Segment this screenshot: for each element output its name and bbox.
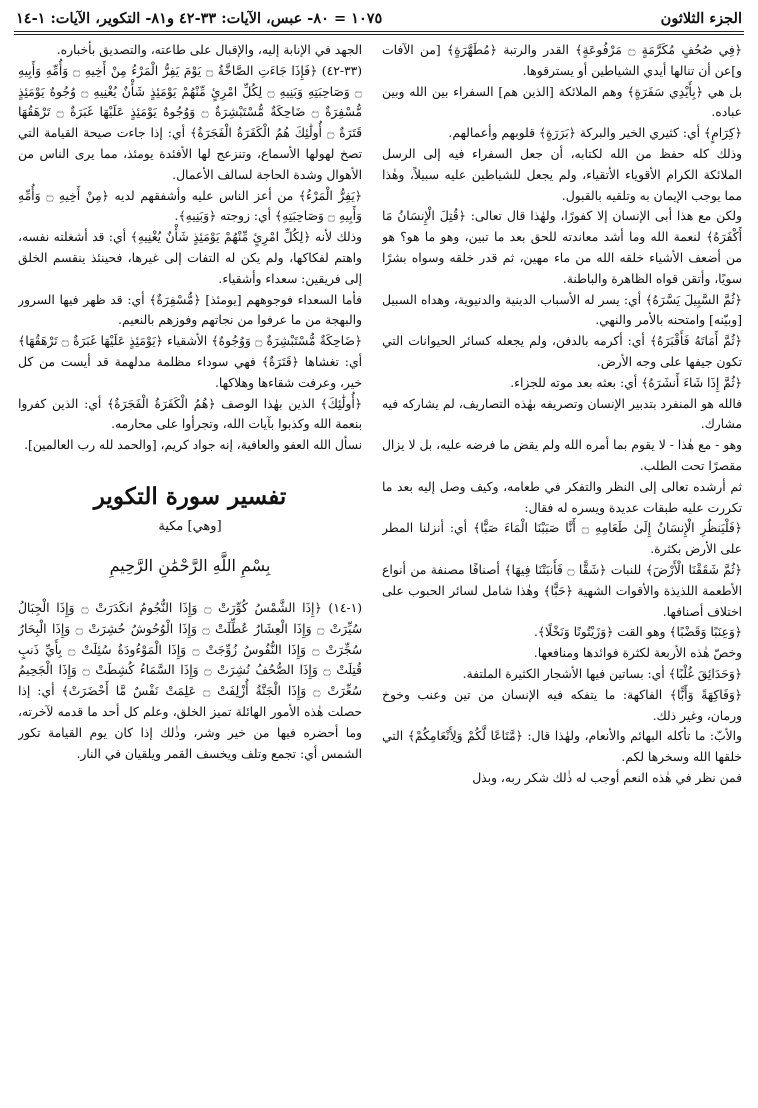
paragraph: ولكن مع هذا أبى الإنسان إلا كفورًا، ولهٰذا قال تعالى: ﴿قُتِلَ الْإِنسَانُ مَا أَكْفَرَهُ﴾ لنعمة الله وما أشد معاندته للحق بعد ما تبين، وهو ما هو؟ هو من أضعف الأشياء خلقه الله من ماء مهين، ثم قدر خلقه وسواه بشرًا سويًا، وأتقن قواه الظاهرة والباطنة. (382, 209, 742, 286)
surah-subtitle: [وهي] مكية (158, 518, 222, 534)
paragraph: ﴿ضَاحِكَةٌ مُّسْتَبْشِرَةٌ ۝ وَوُجُوهٌ﴾ الأشقياء ﴿يَوْمَئِذٍ عَلَيْهَا غَبَرَةٌ ۝ تَرْهَقُهَا﴾ أي: تغشاها ﴿قَتَرَةٌ﴾ فهي سوداء مظلمة مدلهمة قد أيست من كل خير، وعرفت شقاءها وهلاكها. (18, 334, 362, 390)
paragraph: بل هي ﴿بِأَيْدِي سَفَرَةٍ﴾ وهم الملائكة [الذين هم] السفراء بين الله وبين عباده. (382, 84, 742, 120)
header-rule-thin (14, 34, 744, 35)
page-number-and-verses: ١٠٧٥ = ٨٠- عبس، الآيات: ٣٣-٤٢ و٨١- التكوير، الآيات: ١-١٤ (16, 10, 383, 27)
paragraph: وهو - مع هٰذا - لا يقوم بما أمره الله ولم يقض ما فرضه عليه، بل لا يزال مقصرًا تحت الطلب. (382, 438, 742, 473)
header-rule (14, 31, 744, 32)
paragraph: الجهد في الإنابة إليه، والإقبال على طاعته، والتصديق بأخباره. (56, 43, 362, 57)
paragraph: (١-١٤) ﴿إِذَا الشَّمْسُ كُوِّرَتْ ۝ وَإِذَا النُّجُومُ انكَدَرَتْ ۝ وَإِذَا الْجِبَالُ سُيِّرَتْ ۝ وَإِذَا الْعِشَارُ عُطِّلَتْ ۝ وَإِذَا الْوُحُوشُ حُشِرَتْ ۝ وَإِذَا الْبِحَارُ سُجِّرَتْ ۝ وَإِذَا النُّفُوسُ زُوِّجَتْ ۝ وَإِذَا الْمَوْءُودَةُ سُئِلَتْ ۝ بِأَيِّ ذَنبٍ قُتِلَتْ ۝ وَإِذَا الصُّحُفُ نُشِرَتْ ۝ وَإِذَا السَّمَاءُ كُشِطَتْ ۝ وَإِذَا الْجَحِيمُ سُعِّرَتْ ۝ وَإِذَا الْجَنَّةُ أُزْلِفَتْ ۝ عَلِمَتْ نَفْسٌ مَّا أَحْضَرَتْ﴾ أي: إذا حصلت هٰذه الأمور الهائلة تميز الخلق، وعلم كل أحد ما قدمه لآخرته، وما أحضره فيها من خير وشر، وذٰلك إذا كان يوم القيامة تكور الشمس أي: تجمع وتلف ويخسف القمر ويلقيان في النار. (18, 600, 362, 761)
paragraph: فأما السعداء فوجوههم [يومئذ] ﴿مُّسْفِرَةٌ﴾ أي: قد ظهر فيها السرور والبهجة من ما عرفوا من نجاتهم وفوزهم بالنعيم. (18, 292, 362, 328)
paragraph: ﴿ثُمَّ شَقَقْنَا الْأَرْضَ﴾ للنبات ﴿شَقًّا ۝ فَأَنبَتْنَا فِيهَا﴾ أصنافًا مصنفة من أنواع الأطعمة اللذيذة والأقوات الشهية ﴿حَبًّا﴾ وهٰذا شامل لسائر الحبوب على اختلاف أصنافها. (382, 562, 742, 619)
basmala: بِسْمِ اللَّهِ الرَّحْمَٰنِ الرَّحِيمِ (109, 555, 271, 575)
part-title: الجزء الثلاثون (660, 10, 742, 27)
paragraph: ﴿فَلْيَنظُرِ الْإِنسَانُ إِلَىٰ طَعَامِهِ ۝ أَنَّا صَبَبْنَا الْمَاءَ صَبًّا﴾ أي: أنزلنا المطر على الأرض بكثرة. (382, 521, 742, 557)
paragraph: والأبّ: ما تأكله البهائم والأنعام، ولهٰذا قال: ﴿مَّتَاعًا لَّكُمْ وَلِأَنْعَامِكُمْ﴾ التي خلقها الله وسخرها لكم. (382, 729, 742, 765)
paragraph: ﴿ثُمَّ السَّبِيلَ يَسَّرَهُ﴾ أي: يسر له الأسباب الدينية والدنيوية، وهداه السبيل [وبيّنه] وامتحنه بالأمر والنهي. (382, 292, 742, 328)
right-column (382, 40, 742, 1102)
paragraph: وذلك كله حفظ من الله لكتابه، أن جعل السفراء فيه إلى الرسل الملائكة الكرام الأقوياء الأتقياء، ولم يجعل للشياطين عليه سبيلاً، وهٰذا مما يوجب الإيمان به وتلقيه بالقبول. (382, 146, 742, 203)
paragraph: وخصّ هٰذه الأربعة لكثرة فوائدها ومنافعها. (533, 646, 742, 661)
page-header (14, 8, 744, 32)
paragraph: وذلك لأنه ﴿لِكُلِّ امْرِئٍ مِّنْهُمْ يَوْمَئِذٍ شَأْنٌ يُغْنِيهِ﴾ أي: قد أشغلته نفسه، واهتم لفكاكها، ولم يكن له التفات إلى غيرها، فحينئذ ينقسم الخلق إلى فريقين: سعداء وأشقياء. (18, 230, 362, 286)
paragraph: ﴿ثُمَّ إِذَا شَاءَ أَنشَرَهُ﴾ أي: بعثه بعد موته للجزاء. (510, 375, 742, 390)
paragraph: ﴿وَفَاكِهَةً وَأَبًّا﴾ الفاكهة: ما يتفكه فيه الإنسان من تين وعنب وخوخ ورمان، وغير ذلك. (382, 687, 742, 723)
paragraph: فمن نظر في هٰذه النعم أوجب له ذٰلك شكر ربه، وبذل (472, 770, 742, 785)
left-column (18, 40, 362, 1102)
surah-title: تفسير سورة التكوير (93, 482, 287, 510)
paragraph: ﴿يَفِرُّ الْمَرْءُ﴾ من أعز الناس عليه وأشفقهم لديه ﴿مِنْ أَخِيهِ ۝ وَأُمِّهِ وَأَبِيهِ ۝ وَصَاحِبَتِهِ﴾ أي: زوجته ﴿وَبَنِيهِ﴾. (18, 188, 362, 224)
paragraph: ﴿فِي صُحُفٍ مُكَرَّمَةٍ ۝ مَرْفُوعَةٍ﴾ القدر والرتبة ﴿مُطَهَّرَةٍ﴾ [من الآفات و]عن أن تنالها أيدي الشياطين أو يسترقوها. (382, 43, 742, 78)
paragraph: ﴿ثُمَّ أَمَاتَهُ فَأَقْبَرَهُ﴾ أي: أكرمه بالدفن، ولم يجعله كسائر الحيوانات التي تكون جيفها على وجه الأرض. (382, 334, 742, 369)
paragraph: (٣٣-٤٢) ﴿فَإِذَا جَاءَتِ الصَّاخَّةُ ۝ يَوْمَ يَفِرُّ الْمَرْءُ مِنْ أَخِيهِ ۝ وَأُمِّهِ وَأَبِيهِ ۝ وَصَاحِبَتِهِ وَبَنِيهِ ۝ لِكُلِّ امْرِئٍ مِّنْهُمْ يَوْمَئِذٍ شَأْنٌ يُغْنِيهِ ۝ وُجُوهٌ يَوْمَئِذٍ مُّسْفِرَةٌ ۝ ضَاحِكَةٌ مُّسْتَبْشِرَةٌ ۝ وَوُجُوهٌ يَوْمَئِذٍ عَلَيْهَا غَبَرَةٌ ۝ تَرْهَقُهَا قَتَرَةٌ ۝ أُولَٰئِكَ هُمُ الْكَفَرَةُ الْفَجَرَةُ﴾ أي: إذا جاءت صيحة القيامة التي تصخ لهولها الأسماع، وتنزعج لها الأفئدة يومئذ، مما يرى الناس من الأهوال وشدة الحاجة لسالف الأعمال. (18, 63, 362, 182)
paragraph: ﴿وَحَدَائِقَ غُلْبًا﴾ أي: بساتين فيها الأشجار الكثيرة الملتفة. (462, 666, 742, 681)
paragraph: ﴿أُولَٰئِكَ﴾ الذين بهٰذا الوصف ﴿هُمُ الْكَفَرَةُ الْفَجَرَةُ﴾ أي: الذين كفروا بنعمة الله وكذبوا بآيات الله، وتجرأوا على محارمه. (18, 396, 362, 432)
paragraph: ثم أرشده تعالى إلى النظر والتفكر في طعامه، وكيف وصل إليه بعد ما تكررت عليه طبقات عديدة ويسره له فقال: (382, 479, 742, 515)
paragraph: ﴿كِرَامٍ﴾ أي: كثيري الخير والبركة ﴿بَرَرَةٍ﴾ قلوبهم وأعمالهم. (448, 126, 742, 141)
paragraph: ﴿وَعِنَبًا وَقَضْبًا﴾ وهو القت ﴿وَزَيْتُونًا وَنَخْلًا﴾. (533, 625, 742, 640)
paragraph: نسأل الله العفو والعافية، إنه جواد كريم، [والحمد لله رب العالمين]. (24, 438, 362, 453)
paragraph: فالله هو المنفرد بتدبير الإنسان وتصريفه بهٰذه التصاريف، لم يشاركه فيه مشارك. (382, 396, 742, 432)
